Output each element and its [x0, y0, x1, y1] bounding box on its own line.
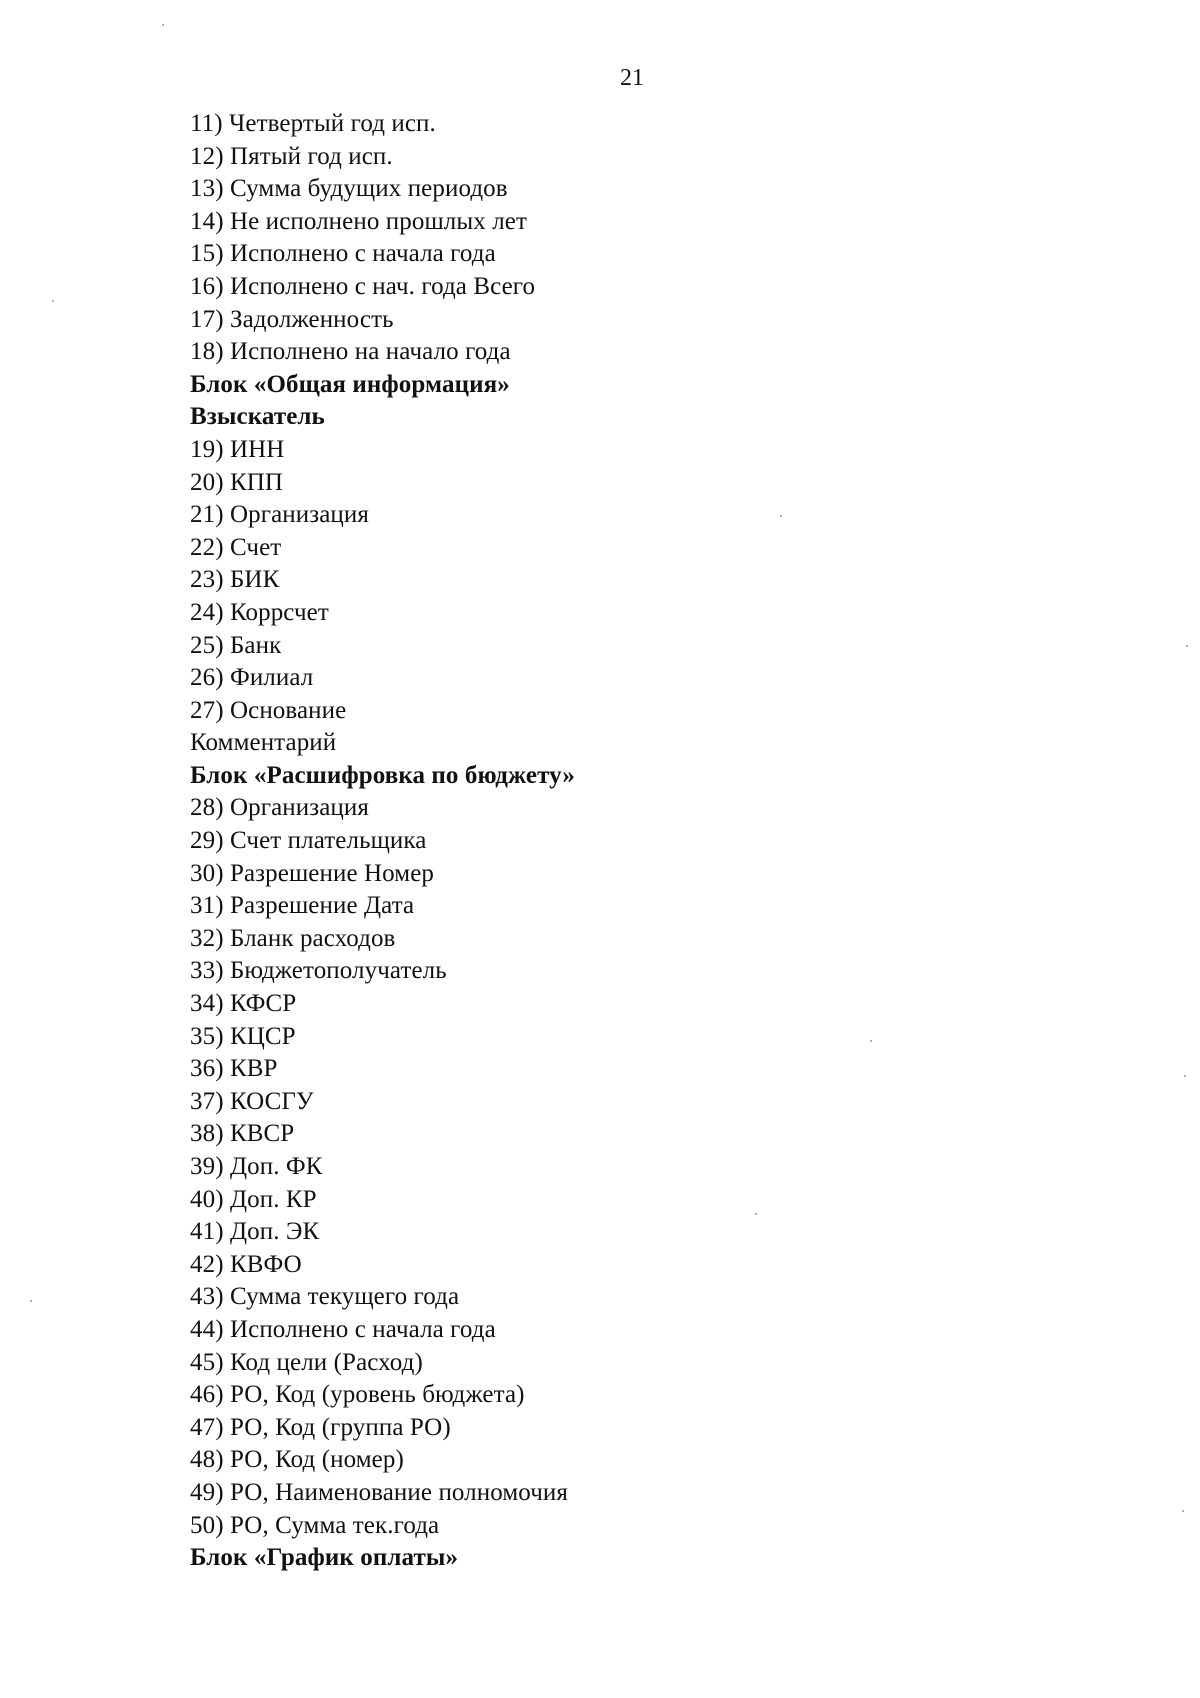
- list-item: 12) Пятый год исп.: [190, 142, 393, 170]
- list-item: 13) Сумма будущих периодов: [190, 175, 508, 203]
- list-item: 19) ИНН: [190, 435, 285, 463]
- scan-speck: [1184, 1075, 1186, 1077]
- scan-speck: [1182, 1510, 1184, 1512]
- list-item: 44) Исполнено с начала года: [190, 1315, 496, 1343]
- scan-speck: [30, 1300, 32, 1302]
- list-item: 38) КВСР: [190, 1120, 295, 1148]
- list-item: 45) Код цели (Расход): [190, 1348, 423, 1376]
- list-item: 26) Филиал: [190, 664, 314, 692]
- list-item: 48) РО, Код (номер): [190, 1446, 404, 1474]
- list-item: 43) Сумма текущего года: [190, 1283, 460, 1311]
- list-item: 28) Организация: [190, 794, 369, 822]
- section-heading: Взыскатель: [190, 403, 325, 431]
- list-item: 40) Доп. КР: [190, 1185, 317, 1213]
- list-item: 11) Четвертый год исп.: [190, 110, 436, 137]
- list-item: 23) БИК: [190, 566, 280, 594]
- list-item: 39) Доп. ФК: [190, 1153, 323, 1180]
- scan-speck: [870, 1040, 872, 1042]
- list-item: 30) Разрешение Номер: [190, 859, 434, 887]
- section-heading: Блок «График оплаты»: [190, 1544, 459, 1572]
- list-item: 15) Исполнено с начала года: [190, 240, 496, 268]
- list-item: 33) Бюджетополучатель: [190, 957, 447, 985]
- page-number: 21: [620, 65, 644, 91]
- scan-speck: [780, 515, 782, 517]
- list-item: 37) КОСГУ: [190, 1087, 314, 1115]
- list-item: 42) КВФО: [190, 1250, 302, 1278]
- list-item: 16) Исполнено с нач. года Всего: [190, 272, 536, 300]
- list-item: 32) Бланк расходов: [190, 924, 396, 952]
- scan-speck: [755, 1213, 757, 1215]
- list-item: 17) Задолженность: [190, 305, 394, 333]
- list-item: 41) Доп. ЭК: [190, 1218, 320, 1246]
- list-item: 47) РО, Код (группа РО): [190, 1413, 451, 1441]
- scan-speck: [52, 300, 54, 302]
- scan-speck: [1186, 645, 1188, 647]
- list-item: 20) КПП: [190, 468, 284, 496]
- list-item: 21) Организация: [190, 501, 369, 529]
- list-item: 27) Основание: [190, 696, 347, 724]
- list-item: 36) КВР: [190, 1055, 278, 1083]
- list-item: 14) Не исполнено прошлых лет: [190, 207, 528, 235]
- list-item: 50) РО, Сумма тек.года: [190, 1511, 440, 1539]
- list-item: 22) Счет: [190, 533, 282, 561]
- list-item: 18) Исполнено на начало года: [190, 338, 511, 366]
- list-item: 29) Счет плательщика: [190, 827, 427, 855]
- list-item: 34) КФСР: [190, 990, 297, 1018]
- list-item: 46) РО, Код (уровень бюджета): [190, 1381, 525, 1409]
- list-item: 25) Банк: [190, 631, 282, 659]
- list-item: 35) КЦСР: [190, 1022, 296, 1050]
- list-item: 24) Коррсчет: [190, 598, 329, 626]
- list-item: 49) РО, Наименование полномочия: [190, 1478, 568, 1506]
- section-heading: Блок «Общая информация»: [190, 370, 510, 398]
- section-heading: Блок «Расшифровка по бюджету»: [190, 761, 575, 789]
- list-item: Комментарий: [190, 729, 337, 757]
- scan-speck: [162, 24, 164, 26]
- list-item: 31) Разрешение Дата: [190, 892, 415, 920]
- field-list: [190, 108, 1090, 1575]
